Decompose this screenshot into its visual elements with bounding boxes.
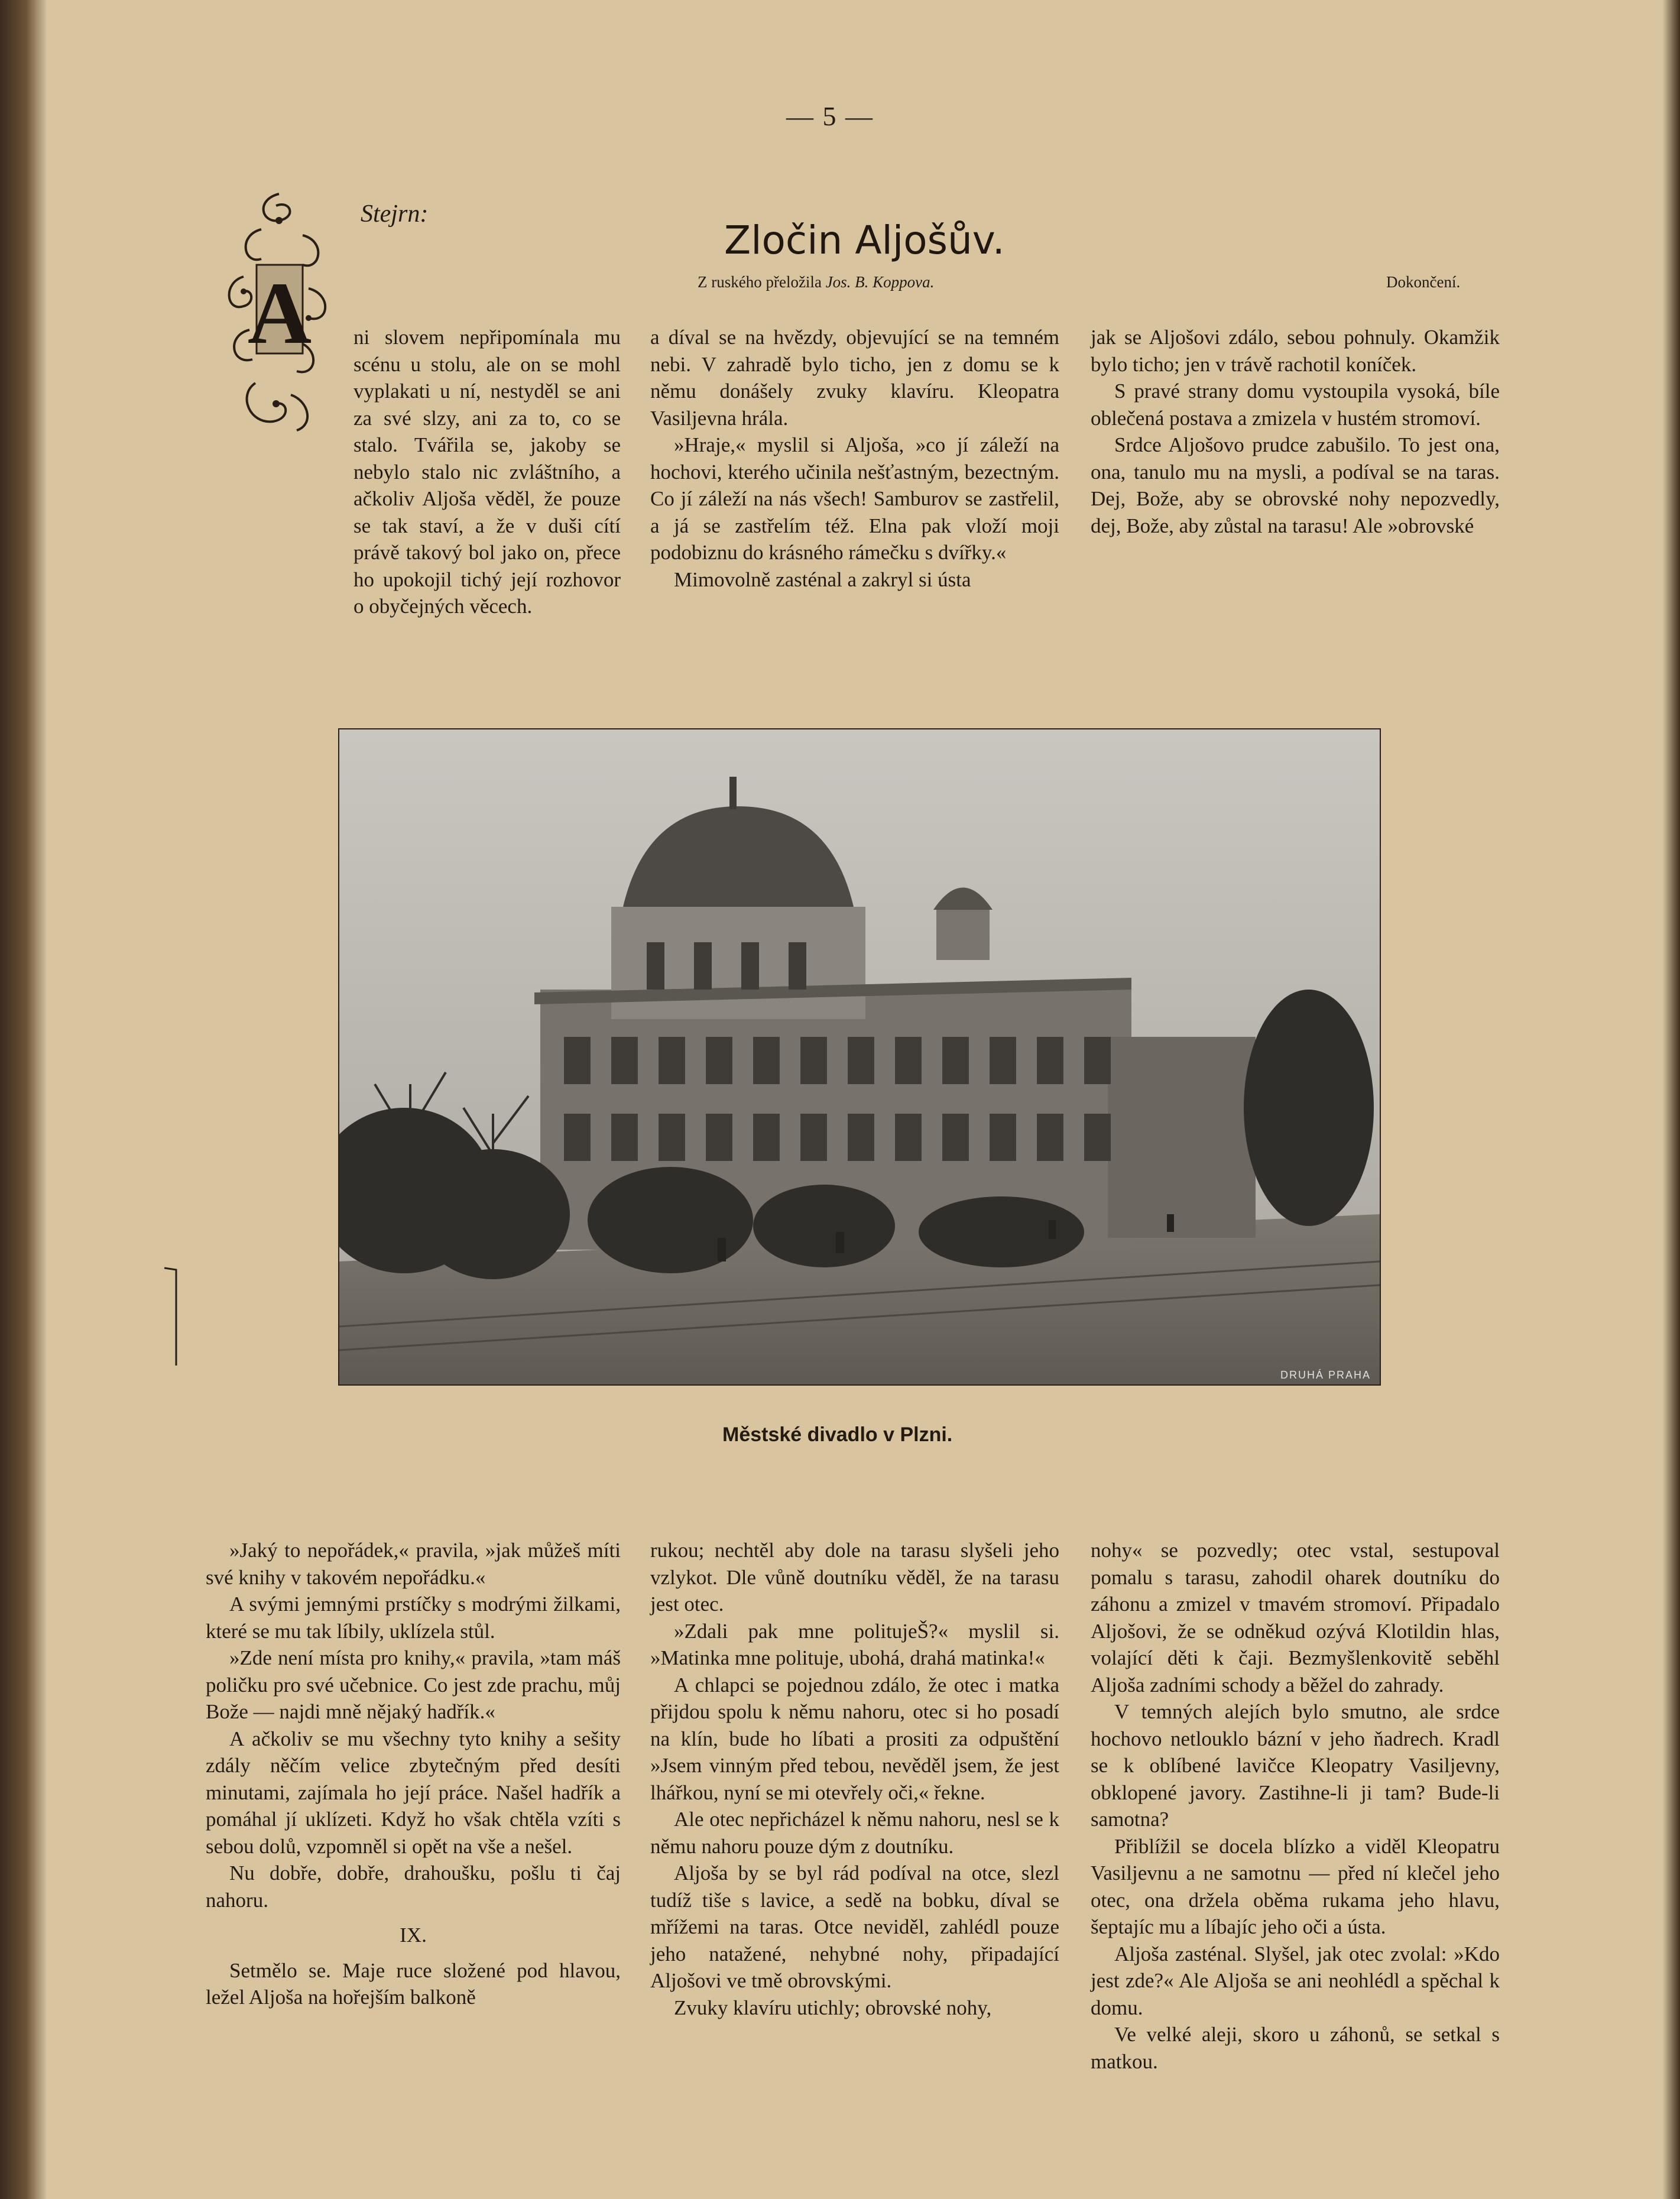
paragraph: »Hraje,« myslil si Aljoša, »co jí záleží na hochovi, kterého učinila nešťastným, bezectným. Co jí záleží na nás všech! Samburov se zastřelil, a já se zastřelím též. Elna pak vloží moji podobiznu do krásného rámečku s dvířky.«	[650, 433, 1059, 564]
paragraph: Aljoša zasténal. Slyšel, jak otec zvolal: »Kdo jest zde?« Ale Aljoša se ani neohlédl a spěchal k domu.	[1091, 1942, 1500, 2019]
theatre-building-image	[339, 729, 1380, 1384]
paragraph: Ale otec nepřicházel k němu nahoru, nesl se k němu nahoru pouze dým z doutníku.	[650, 1808, 1059, 1858]
margin-pencil-mark	[160, 1265, 183, 1371]
paragraph: a díval se na hvězdy, objevující se na temném nebi. V zahradě bylo ticho, jen z domu se k němu donášely zvuky klavíru. Kleopatra Vasiljevna hrála.	[650, 326, 1059, 430]
image-caption: Městské divadlo v Plzni.	[722, 1423, 953, 1446]
page-edge-shadow	[1662, 0, 1680, 2199]
top-column-1	[206, 324, 621, 620]
paragraph: nohy« se pozvedly; otec vstal, sestupoval pomalu s tarasu, zahodil oharek doutníku do záhonu a zmizel v tmavém stromoví. Připadalo Aljošovi, že se odněkud ozývá Klotildin hlas, volající děti k čaji. Bezmyšlenkovitě seběhl Aljoša zadními schody a běžel do zahrady.	[1091, 1539, 1500, 1697]
paragraph: Srdce Aljošovo prudce zabušilo. To jest ona, ona, tanulo mu na mysli, a podíval se na taras. Dej, Bože, aby se obrovské nohy nepozvedly, dej, Bože, aby zůstal na tarasu! Ale »obrovské	[1091, 433, 1500, 537]
paragraph: Ve velké aleji, skoro u záhonů, se setkal s matkou.	[1091, 2023, 1500, 2073]
bottom-column-1	[206, 1537, 621, 2011]
author-name: Stejrn:	[361, 200, 429, 228]
paragraph: »Jaký to nepořádek,« pravila, »jak můžeš míti své knihy v takovém nepořádku.«	[206, 1539, 621, 1589]
paragraph: A chlapci se pojednou zdálo, že otec i matka přijdou spolu k němu nahoru, otec si ho posadí na klín, bude ho líbati a prositi za odpuštění »Jsem vinným před tebou, nevěděl jsem, že jest lhářkou, nyní se mi otevřely oči,« řekne.	[650, 1673, 1059, 1804]
paragraph: A svými jemnými prstíčky s modrými žilkami, které se mu tak líbily, uklízela stůl.	[206, 1593, 621, 1643]
paragraph: ni slovem nepřipomínala mu scénu u stolu, ale on se mohl vyplakati u ní, nestyděl se ani za své slzy, ani za to, co se stalo. Tvářila se, jakoby se nebylo stalo nic zvláštního, a ačkoliv Aljoša věděl, že pouze se tak staví, a že v duši cítí právě takový bol jako on, přece ho upokojil tichý její rozhovor o obyčejných věcech.	[353, 326, 621, 618]
bottom-column-2	[650, 1537, 1059, 2021]
continuation-note: Dokončení.	[1386, 273, 1461, 291]
paragraph: »Zde není místa pro knihy,« pravila, »tam máš poličku pro své učebnice. Co jest zde prachu, můj Bože — najdi mně nějaký hadřík.«	[206, 1646, 621, 1723]
photo-credit: DRUHÁ PRAHA	[1280, 1369, 1371, 1381]
paragraph: Mimovolně zasténal a zakryl si ústa	[674, 567, 971, 591]
subtitle-prefix: Z ruského přeložila	[698, 273, 822, 291]
article-subtitle	[698, 273, 934, 291]
theatre-photograph	[338, 728, 1381, 1386]
section-number: IX.	[400, 1924, 427, 1947]
top-column-2	[650, 324, 1059, 593]
paragraph: V temných alejích bylo smutno, ale srdce hochovo netlouklo bázní v jeho ňadrech. Kradl se k oblíbené lavičce Kleopatry Vasiljevny, obklopené javory. Zastihne-li ji tam? Bude-li samotna?	[1091, 1700, 1500, 1831]
translator-name: Jos. B. Koppova.	[825, 273, 935, 291]
paragraph: rukou; nechtěl aby dole na tarasu slyšeli jeho vzlykot. Dle vůně doutníku věděl, že na tarasu jest otec.	[650, 1539, 1059, 1616]
page-binding-shadow	[0, 0, 47, 2199]
paragraph: Aljoša by se byl rád podíval na otce, slezl tudíž tiše s lavice, a sedě na bobku, díval se mřížemi na taras. Otce neviděl, zahlédl pouze jeho natažené, nehybné nohy, připadající Aljošovi ve tmě obrovskými.	[650, 1861, 1059, 1992]
paragraph: Zvuky klavíru utichly; obrovské nohy,	[674, 1996, 992, 2019]
paragraph: Přiblížil se docela blízko a viděl Kleopatru Vasiljevnu a ne samotnu — před ní klečel jeho otec, ona držela oběma rukama jeho hlavu, šeptajíc mu a líbajíc jeho oči a ústa.	[1091, 1834, 1500, 1938]
paragraph: Nu dobře, dobře, drahoušku, pošlu ti čaj nahoru.	[206, 1861, 621, 1912]
paragraph: »Zdali pak mne politujeŠ?« myslil si. »Matinka mne polituje, ubohá, drahá matinka!«	[650, 1619, 1059, 1669]
paragraph: A ačkoliv se mu všechny tyto knihy a sešity zdály něčím velice zbytečným před desíti minutami, zajímala ho její práce. Našel hadřík a pomáhal jí uklízeti. Když ho však chtěla vzíti s sebou dolů, vzpomněl si opět na vše a nešel.	[206, 1727, 621, 1858]
article-title: Zločin Aljošův.	[724, 218, 1005, 263]
paragraph: S pravé strany domu vystoupila vysoká, bíle oblečená postava a zmizela v hustém stromoví.	[1091, 380, 1500, 430]
bottom-column-3	[1091, 1537, 1500, 2075]
paragraph: Setmělo se. Maje ruce složené pod hlavou, ležel Aljoša na hořejším balkoně	[206, 1958, 621, 2009]
page-number: — 5 —	[786, 101, 874, 131]
dropcap-letter: A	[247, 264, 312, 362]
top-column-3	[1091, 324, 1500, 539]
paragraph: jak se Aljošovi zdálo, sebou pohnuly. Okamžik bylo ticho; jen v trávě rachotil koníček.	[1091, 326, 1500, 376]
